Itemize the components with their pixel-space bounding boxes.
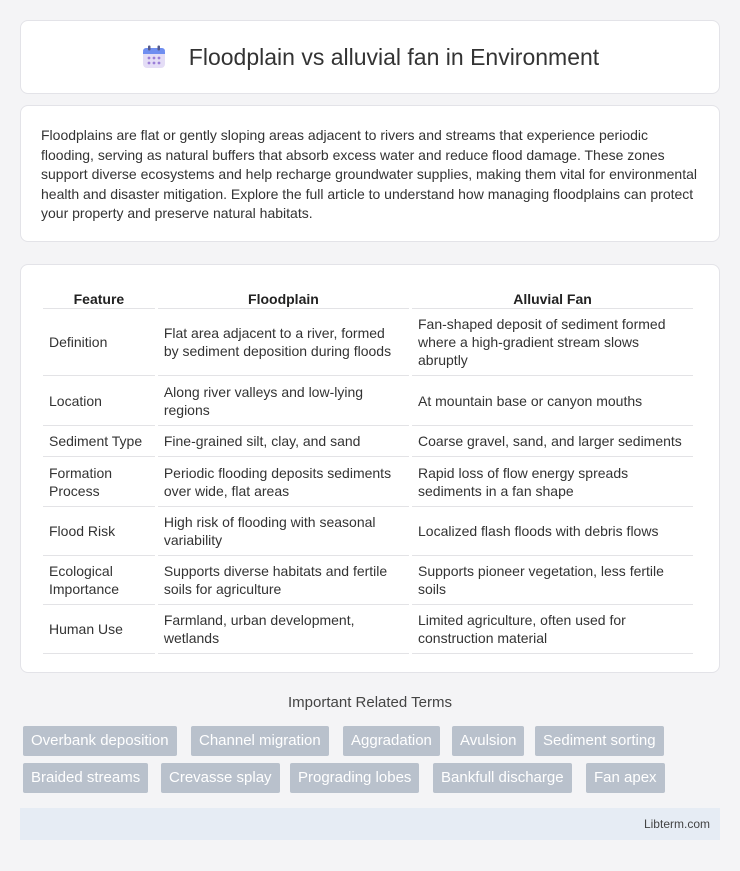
table-row: [43, 605, 693, 654]
table-cell: Flood Risk: [43, 507, 155, 556]
table-row: [43, 556, 693, 605]
intro-card: [20, 105, 720, 242]
table-cell: Periodic flooding deposits sediments over wide, flat areas: [158, 457, 409, 507]
related-term-tag[interactable]: Bankfull discharge: [433, 763, 572, 793]
table-cell: Supports diverse habitats and fertile soils for agriculture: [158, 556, 409, 605]
footer: [20, 808, 720, 840]
table-row: [43, 457, 693, 507]
table-cell: Localized flash floods with debris flows: [412, 507, 693, 556]
intro-text: Floodplains are flat or gently sloping areas adjacent to rivers and streams that experience periodic flooding, serving as natural buffers that absorb excess water and reduce flood damage. These zones support diverse ecosystems and help recharge groundwater supplies, making them vital for environmental health and disaster mitigation. Explore the full article to understand how managing floodplains can protect your property and preserve natural habitats.: [41, 127, 698, 221]
table-cell: Definition: [43, 309, 155, 376]
column-header-feature: Feature: [43, 287, 155, 309]
table-cell: High risk of flooding with seasonal variability: [158, 507, 409, 556]
table-cell: Sediment Type: [43, 426, 155, 457]
column-header-alluvial-fan: Alluvial Fan: [412, 287, 693, 309]
related-terms-title: Important Related Terms: [288, 694, 452, 711]
table-cell: Limited agriculture, often used for construction material: [412, 605, 693, 654]
table-cell: Rapid loss of flow energy spreads sediments in a fan shape: [412, 457, 693, 507]
comparison-card: [20, 264, 720, 673]
related-term-tag[interactable]: Crevasse splay: [161, 763, 280, 793]
table-row: [43, 426, 693, 457]
related-term-tag[interactable]: Channel migration: [191, 726, 329, 756]
table-cell: Human Use: [43, 605, 155, 654]
column-header-floodplain: Floodplain: [158, 287, 409, 309]
table-row: [43, 507, 693, 556]
table-cell: Fan-shaped deposit of sediment formed where a high-gradient stream slows abruptly: [412, 309, 693, 376]
table-cell: Ecological Importance: [43, 556, 155, 605]
footer-link[interactable]: Libterm.com: [643, 817, 710, 831]
table-cell: Flat area adjacent to a river, formed by sediment deposition during floods: [158, 309, 409, 376]
comparison-table: [40, 287, 696, 654]
header-card: [20, 20, 720, 94]
table-cell: Coarse gravel, sand, and larger sediments: [412, 426, 693, 457]
related-term-tag[interactable]: Braided streams: [23, 763, 148, 793]
calendar-icon: [141, 44, 167, 70]
table-row: [43, 309, 693, 376]
related-term-tag[interactable]: Avulsion: [452, 726, 524, 756]
table-cell: Farmland, urban development, wetlands: [158, 605, 409, 654]
table-row: [43, 376, 693, 426]
table-cell: Location: [43, 376, 155, 426]
table-cell: Supports pioneer vegetation, less fertile soils: [412, 556, 693, 605]
related-term-tag[interactable]: Overbank deposition: [23, 726, 177, 756]
related-term-tag[interactable]: Sediment sorting: [535, 726, 664, 756]
related-term-tag[interactable]: Aggradation: [343, 726, 440, 756]
related-term-tag[interactable]: Prograding lobes: [290, 763, 419, 793]
table-cell: At mountain base or canyon mouths: [412, 376, 693, 426]
table-cell: Formation Process: [43, 457, 155, 507]
table-cell: Fine-grained silt, clay, and sand: [158, 426, 409, 457]
table-header-row: [43, 287, 693, 309]
related-term-tag[interactable]: Fan apex: [586, 763, 665, 793]
table-cell: Along river valleys and low-lying regions: [158, 376, 409, 426]
page-title: Floodplain vs alluvial fan in Environment: [188, 43, 600, 70]
